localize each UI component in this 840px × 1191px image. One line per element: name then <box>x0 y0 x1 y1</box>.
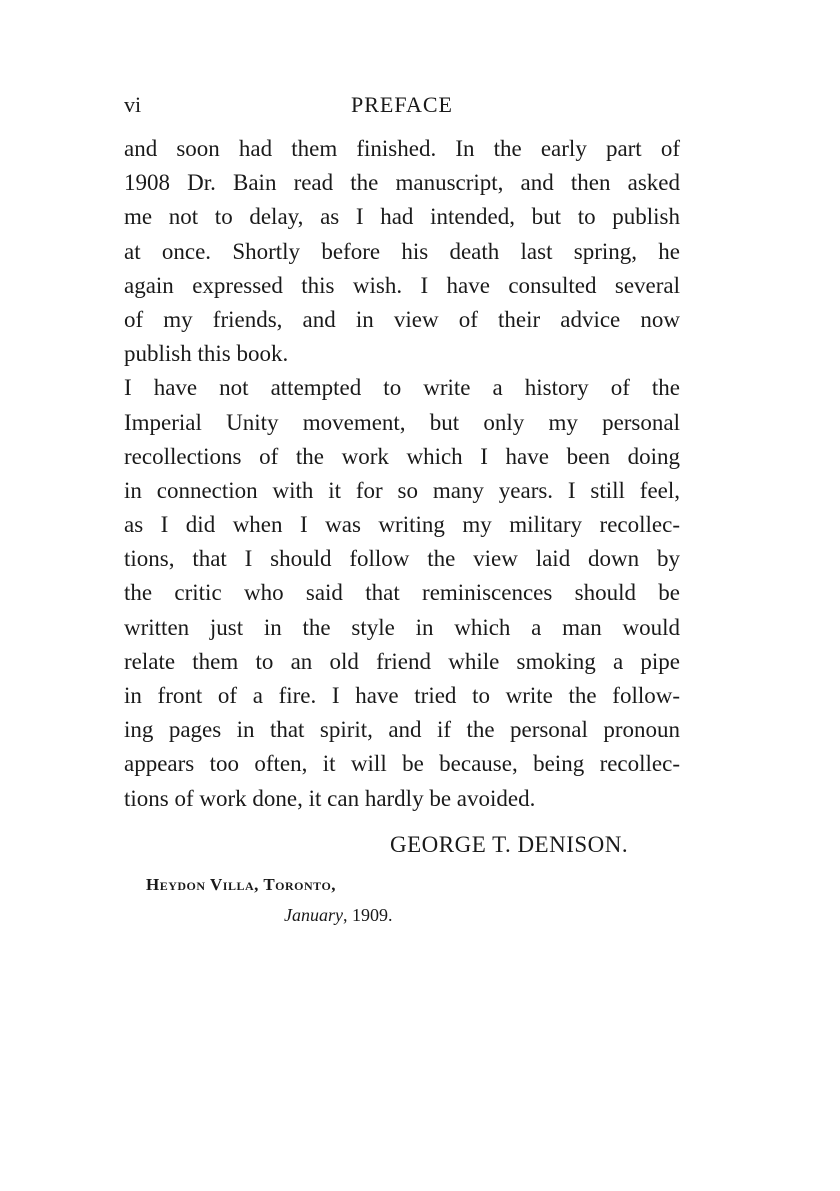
body-line: of my friends, and in view of their advice now <box>124 306 680 332</box>
body-line: I have not attempted to write a history of the <box>124 375 680 401</box>
body-line: at once. Shortly before his death last spring, he <box>124 238 680 264</box>
body-line: appears too often, it will be because, being recollec- <box>124 751 680 777</box>
body-line: in connection with it for so many years. I still feel, <box>124 477 680 503</box>
preface-body <box>124 132 680 816</box>
body-line: recollections of the work which I have been doing <box>124 443 680 469</box>
running-title: PREFACE <box>351 92 453 117</box>
body-line: tions, that I should follow the view laid down by <box>124 546 680 572</box>
date-year: , 1909. <box>342 905 393 925</box>
body-line: publish this book. <box>124 341 289 367</box>
page-number: vi <box>124 92 142 117</box>
body-line: in front of a fire. I have tried to write the follow- <box>124 683 680 708</box>
date-line <box>284 902 392 928</box>
body-line: relate them to an old friend while smoking a pipe <box>124 648 680 674</box>
body-line: the critic who said that reminiscences should be <box>124 580 680 606</box>
body-line: as I did when I was writing my military recollec- <box>124 512 680 538</box>
date-month: January <box>284 905 343 925</box>
body-line: written just in the style in which a man would <box>124 614 680 640</box>
body-line: again expressed this wish. I have consulted several <box>124 272 680 298</box>
body-line: tions of work done, it can hardly be avoided. <box>124 785 536 811</box>
body-line: ing pages in that spirit, and if the personal pronoun <box>124 717 680 743</box>
page-header <box>124 88 680 122</box>
body-line: Imperial Unity movement, but only my personal <box>124 409 680 435</box>
author-signature: GEORGE T. DENISON. <box>390 832 629 857</box>
body-line: me not to delay, as I had intended, but to publish <box>124 204 680 230</box>
body-line: and soon had them finished. In the early part of <box>124 136 680 161</box>
body-line: 1908 Dr. Bain read the manuscript, and then asked <box>124 170 680 196</box>
place-line: Heydon Villa, Toronto, <box>146 875 337 894</box>
